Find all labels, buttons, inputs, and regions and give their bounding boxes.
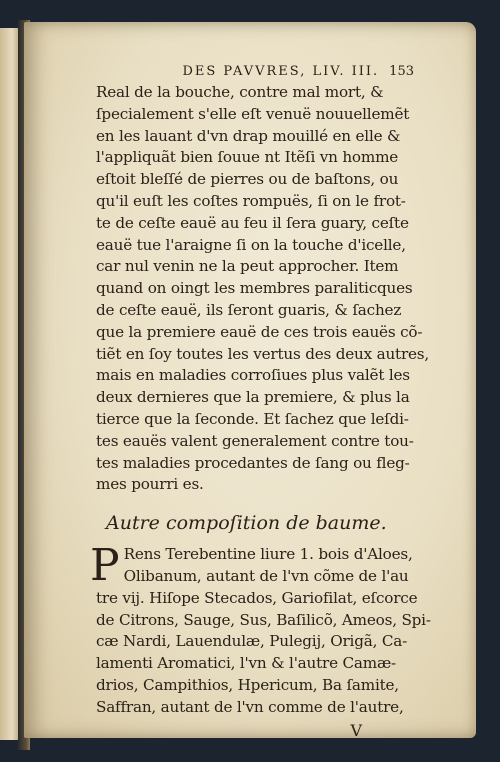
- text-line: Olibanum, autant de l'vn cõme de l'au: [123, 566, 409, 585]
- text-line: deux dernieres que la premiere, & plus la: [96, 388, 410, 407]
- left-page-edge: [0, 28, 20, 740]
- book-page: [24, 22, 476, 738]
- text-line: tes eauës valent generalement contre tou-: [96, 431, 414, 450]
- text-line: lamenti Aromatici, l'vn & l'autre Camæ-: [96, 654, 396, 673]
- signature-mark: V: [350, 720, 362, 740]
- section-heading: Autre compoſition de baume.: [106, 512, 387, 535]
- text-line: tiẽt en ſoy toutes les vertus des deux autres,: [96, 344, 430, 363]
- text-line: tes maladies procedantes de ſang ou fleg-: [96, 453, 410, 472]
- text-line: l'appliquãt bien ſouue nt Itẽſi vn homme: [96, 148, 399, 167]
- text-line: mais en maladies corroſiues plus valẽt les: [96, 366, 410, 385]
- text-line: tierce que la ſeconde. Et ſachez que leſdi-: [96, 409, 409, 428]
- recipe-paragraph: [90, 540, 431, 718]
- text-line: quand on oingt les membres paraliticques: [96, 279, 413, 298]
- text-line: que la premiere eauë de ces trois eauës cõ-: [96, 322, 423, 341]
- running-title: DES PAVVRES, LIV. III.: [182, 64, 380, 79]
- text-line: Real de la bouche, contre mal mort, &: [96, 83, 384, 101]
- drop-cap: P: [90, 540, 120, 592]
- text-line: tre vij. Hiſope Stecados, Gariofilat, eſcorce: [96, 588, 418, 607]
- text-line: mes pourri es.: [96, 475, 204, 494]
- page-text-block: [90, 64, 431, 741]
- text-line: eſtoit bleſſé de pierres ou de baſtons, ou: [96, 170, 399, 189]
- text-line: drios, Campithios, Hpericum, Ba ſamite,: [96, 675, 399, 694]
- text-line: Rens Terebentine liure 1. bois d'Aloes,: [123, 545, 413, 564]
- text-line: en les lauant d'vn drap mouillé en elle &: [96, 126, 401, 145]
- text-line: cæ Nardi, Lauendulæ, Pulegij, Origã, Ca-: [96, 632, 408, 651]
- text-line: de ceſte eauë, ils ſeront guaris, & ſachez: [96, 300, 402, 319]
- text-line: qu'il euſt les coſtes rompuës, ſi on le frot-: [96, 191, 406, 210]
- text-line: de Citrons, Sauge, Sus, Baſilicõ, Ameos, Spi-: [96, 610, 431, 629]
- text-line: eauë tue l'araigne ſi on la touche d'icelle,: [96, 235, 406, 254]
- body-paragraph: [96, 82, 430, 496]
- text-line: te de ceſte eauë au feu il ſera guary, ceſte: [96, 213, 409, 232]
- text-line: car nul venin ne la peut approcher. Item: [96, 257, 399, 276]
- text-line: ſpecialement s'elle eſt venuë nouuellemẽt: [96, 104, 410, 123]
- text-line: Saffran, autant de l'vn comme de l'autre,: [96, 697, 404, 716]
- page-number: 153: [389, 64, 414, 79]
- running-header: [96, 64, 414, 80]
